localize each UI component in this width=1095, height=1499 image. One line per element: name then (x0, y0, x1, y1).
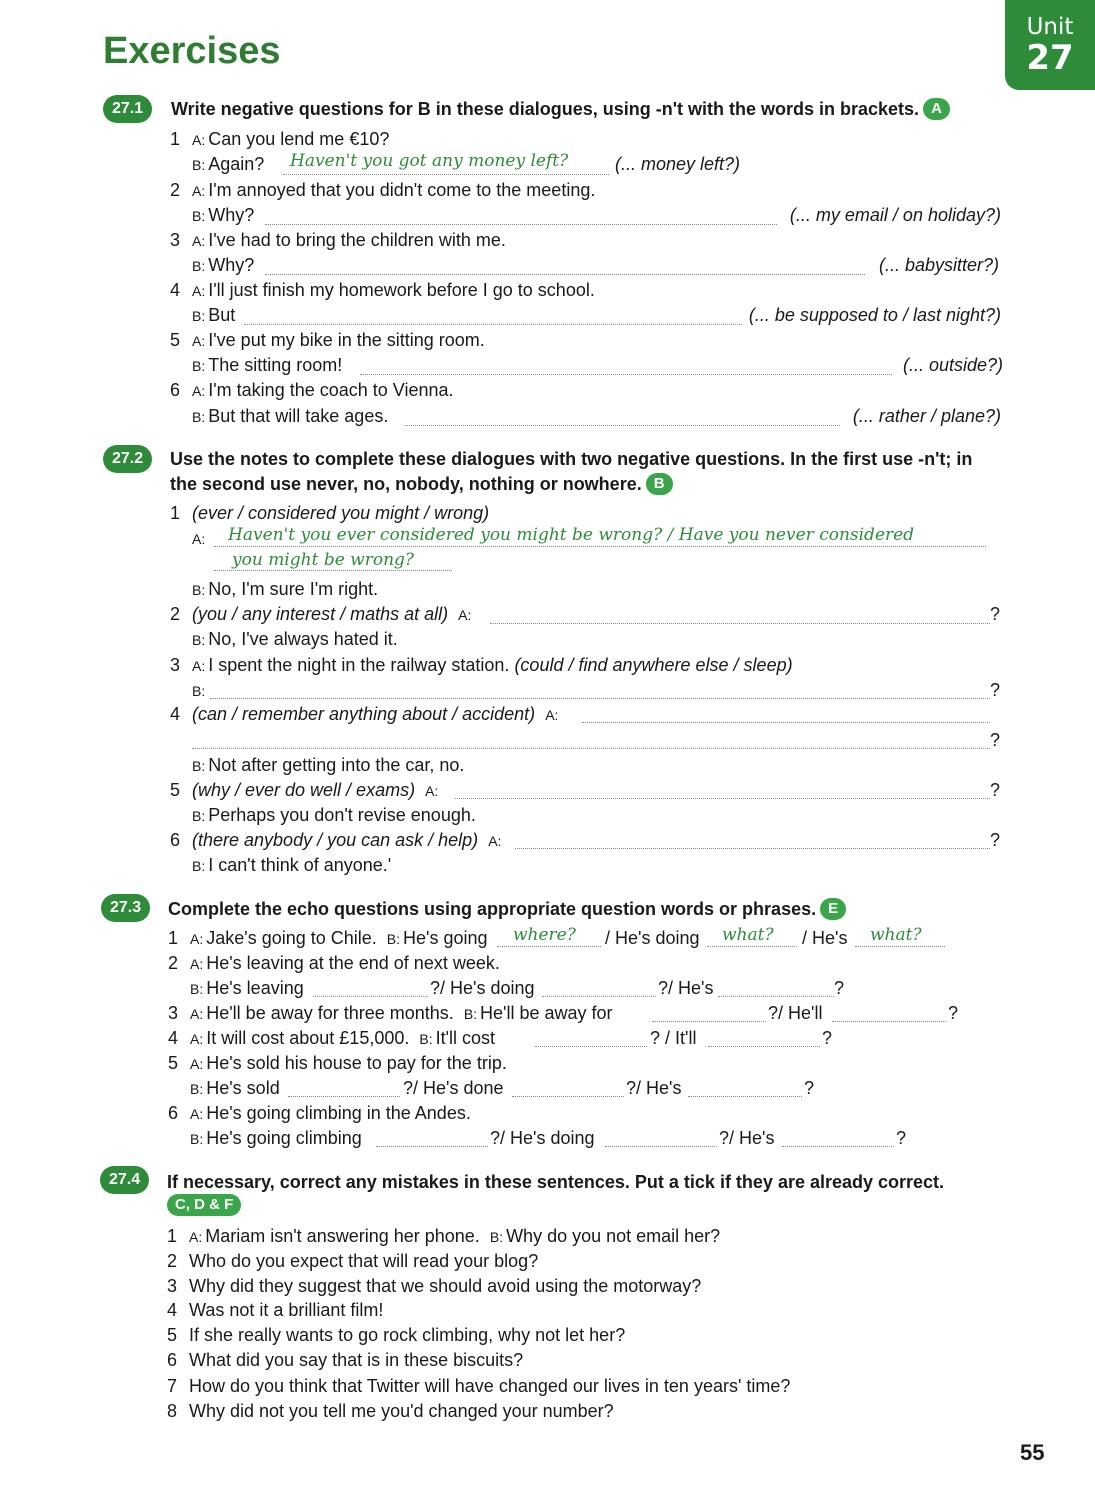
echo-text: ?/ He's (658, 978, 714, 998)
hint-text: (... outside?) (902, 355, 1003, 375)
answer-text: what? (870, 925, 922, 945)
question-mark: ? (896, 1128, 907, 1148)
question-mark: ? (804, 1078, 815, 1098)
list-item: B: I can't think of anyone.' (192, 855, 392, 875)
list-item: 2 Who do you expect that will read your blog? (167, 1251, 539, 1271)
answer-line[interactable] (192, 748, 990, 749)
answer-line[interactable] (832, 1021, 946, 1022)
list-item: B: No, I'm sure I'm right. (192, 579, 379, 599)
question-mark: ? (990, 780, 1001, 800)
hint-text: (... my email / on holiday?) (789, 205, 1001, 225)
exercise-badge-27-3: 27.3 (101, 894, 150, 922)
list-item: 5 A: I've put my bike in the sitting room. (170, 330, 485, 350)
hint-text: (... rather / plane?) (852, 406, 1001, 426)
list-item: B: Again? (192, 154, 265, 174)
list-item: B: He's going climbing (190, 1128, 362, 1148)
answer-line[interactable] (455, 798, 990, 799)
list-item: B: He's leaving (190, 978, 304, 998)
answer-line[interactable] (360, 374, 892, 375)
list-item: 2 (you / any interest / maths at all) A: (170, 604, 472, 624)
list-item: 3 A: He'll be away for three months. B: He'll be away for (168, 1003, 613, 1023)
exercise-instruction (171, 98, 950, 120)
instruction-text: Write negative questions for B in these dialogues, using -n't with the words in brackets. (171, 99, 920, 119)
answer-text: Haven't you got any money left? (290, 151, 569, 171)
grammar-ref-badge-wrap (163, 1194, 241, 1216)
answer-text: you might be wrong? (232, 550, 415, 570)
echo-text: ?/ He's doing (430, 978, 535, 998)
question-mark: ? (834, 978, 845, 998)
list-item: 5 If she really wants to go rock climbing, why not let her? (167, 1325, 626, 1345)
echo-text: / He's doing (605, 928, 700, 948)
exercise-badge-27-1: 27.1 (103, 95, 152, 123)
answer-line[interactable] (210, 698, 990, 699)
answer-line[interactable] (708, 1046, 820, 1047)
list-item: B: No, I've always hated it. (192, 629, 398, 649)
answer-line[interactable] (512, 1096, 624, 1097)
list-item: B: The sitting room! (192, 355, 343, 375)
grammar-ref-badge: A (923, 98, 950, 120)
list-item: 6 A: I'm taking the coach to Vienna. (170, 380, 454, 400)
echo-text: ?/ He's doing (490, 1128, 595, 1148)
echo-text: / He's (802, 928, 848, 948)
exercise-instruction-2: the second use never, no, nobody, nothing or nowhere. B (170, 473, 673, 495)
answer-text: where? (513, 925, 576, 945)
answer-line[interactable] (855, 946, 945, 947)
echo-text: ?/ He'll (768, 1003, 823, 1023)
grammar-ref-badge: B (646, 473, 673, 495)
answer-line[interactable] (782, 1146, 894, 1147)
answer-line[interactable] (605, 1146, 717, 1147)
page-title: Exercises (103, 30, 281, 72)
echo-text: ? / It'll (650, 1028, 697, 1048)
list-item: 4 A: It will cost about £15,000. B: It'll cost (168, 1028, 496, 1048)
exercise-badge-27-2: 27.2 (103, 445, 152, 473)
list-item: 2 A: He's leaving at the end of next week. (168, 953, 500, 973)
answer-line[interactable] (515, 848, 990, 849)
list-item: B: Why? (192, 255, 255, 275)
answer-line[interactable] (652, 1021, 766, 1022)
page-number: 55 (1020, 1440, 1045, 1465)
answer-line[interactable] (265, 274, 865, 275)
answer-text: Haven't you ever considered you might be wrong? / Have you never considered (228, 525, 915, 545)
list-item: 5 A: He's sold his house to pay for the trip. (168, 1053, 507, 1073)
answer-line[interactable] (497, 946, 601, 947)
echo-text: ?/ He's (719, 1128, 775, 1148)
question-mark: ? (990, 604, 1001, 624)
answer-line[interactable] (265, 224, 777, 225)
list-item: B: Not after getting into the car, no. (192, 755, 465, 775)
list-item: 4 Was not it a brilliant film! (167, 1300, 384, 1320)
question-mark: ? (822, 1028, 833, 1048)
hint-text: (... babysitter?) (878, 255, 999, 275)
grammar-ref-badge: E (820, 898, 846, 920)
question-mark: ? (990, 830, 1001, 850)
answer-line[interactable] (283, 174, 609, 175)
answer-line[interactable] (313, 996, 428, 997)
list-item: 5 (why / ever do well / exams) A: (170, 780, 439, 800)
list-item: 1 A: Can you lend me €10? (170, 129, 390, 149)
answer-line[interactable] (707, 946, 797, 947)
grammar-ref-badge: C, D & F (167, 1194, 241, 1216)
unit-tab (1005, 0, 1095, 90)
question-mark: ? (990, 680, 1001, 700)
answer-line[interactable] (582, 722, 990, 723)
exercise-instruction: Complete the echo questions using appropriate question words or phrases. E (168, 898, 846, 920)
speaker-a: A: (192, 531, 206, 547)
exercise-instruction: Use the notes to complete these dialogues with two negative questions. In the first use -n't; in (170, 449, 973, 469)
list-item: 6 (there anybody / you can ask / help) A: (170, 830, 502, 850)
echo-text: ?/ He's done (403, 1078, 504, 1098)
answer-line[interactable] (718, 996, 834, 997)
unit-label: Unit (1026, 14, 1074, 40)
list-item: 1 A: Mariam isn't answering her phone. B: Why do you not email her? (167, 1226, 721, 1246)
list-item: 1 A: Jake's going to Chile. B: He's going (168, 928, 488, 948)
answer-line[interactable] (535, 1046, 647, 1047)
answer-line[interactable] (405, 425, 840, 426)
list-item: 8 Why did not you tell me you'd changed your number? (167, 1401, 614, 1421)
hint-text: (... be supposed to / last night?) (748, 305, 1001, 325)
answer-line[interactable] (288, 1096, 400, 1097)
unit-number: 27 (1026, 38, 1074, 78)
list-item: 3 A: I spent the night in the railway station. (could / find anywhere else / sleep) (170, 655, 793, 675)
list-item: B: But that will take ages. (192, 406, 389, 426)
answer-text: what? (722, 925, 774, 945)
question-mark: ? (948, 1003, 959, 1023)
question-mark: ? (990, 730, 1001, 750)
list-item: 6 A: He's going climbing in the Andes. (168, 1103, 471, 1123)
answer-line[interactable] (688, 1096, 802, 1097)
list-item: 4 (can / remember anything about / accident) A: (170, 704, 559, 724)
list-item: B: Perhaps you don't revise enough. (192, 805, 476, 825)
list-item: B: Why? (192, 205, 255, 225)
list-item: 7 How do you think that Twitter will have changed our lives in ten years' time? (167, 1376, 791, 1396)
list-item: 2 A: I'm annoyed that you didn't come to the meeting. (170, 180, 596, 200)
echo-text: ?/ He's (626, 1078, 682, 1098)
answer-line[interactable] (490, 623, 990, 624)
answer-line[interactable] (244, 324, 742, 325)
exercise-instruction: If necessary, correct any mistakes in these sentences. Put a tick if they are already correct. (167, 1172, 945, 1192)
list-item: 6 What did you say that is in these biscuits? (167, 1350, 524, 1370)
list-item: B: He's sold (190, 1078, 280, 1098)
answer-line[interactable] (542, 996, 656, 997)
list-item: 1 (ever / considered you might / wrong) (170, 503, 490, 523)
list-item: 3 Why did they suggest that we should avoid using the motorway? (167, 1276, 702, 1296)
answer-line[interactable] (376, 1146, 488, 1147)
list-item: 3 A: I've had to bring the children with me. (170, 230, 506, 250)
answer-line[interactable] (214, 546, 986, 547)
exercise-badge-27-4: 27.4 (100, 1166, 149, 1194)
hint-text: (... money left?) (615, 154, 741, 174)
list-item: 4 A: I'll just finish my homework before I go to school. (170, 280, 595, 300)
list-item: B: But (192, 305, 236, 325)
answer-line[interactable] (214, 570, 452, 571)
speaker-b: B: (192, 683, 206, 699)
